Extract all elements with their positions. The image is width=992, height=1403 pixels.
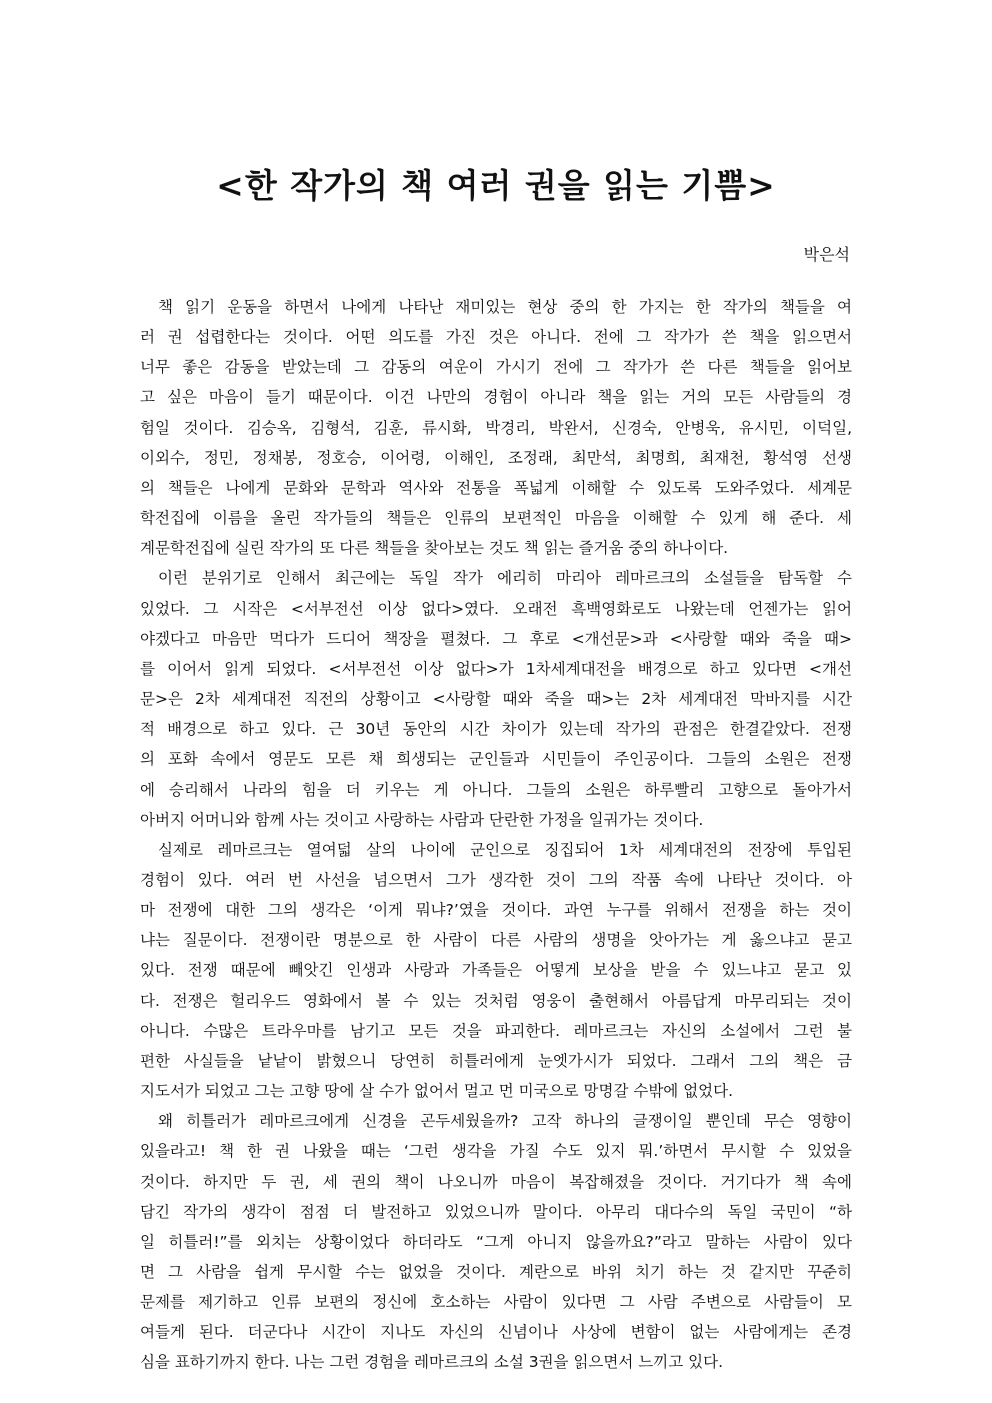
- text-line: 책 읽기 운동을 하면서 나에게 나타난 재미있는 현상 중의 한 가지는 한 작가의 책들을 여: [158, 298, 852, 316]
- text-line: 문>은 2차 세계대전 직전의 상황이고 <사랑할 때와 죽을 때>는 2차 세계대전 막바지를 시간: [140, 690, 852, 709]
- text-line: 일 히틀러!”를 외치는 상황이었다 하더라도 “그게 아니지 않을까요?”라고 말하는 사람이 있다: [140, 1232, 852, 1251]
- text-line: 여들게 된다. 더군다나 시간이 지나도 자신의 신념이나 사상에 변함이 없는 사람에게는 존경: [140, 1323, 852, 1342]
- text-line: 있었다. 그 시작은 <서부전선 이상 없다>였다. 오래전 흑백영화로도 나왔는데 언젠가는 읽어: [140, 599, 852, 618]
- text-line: 냐는 질문이다. 전쟁이란 명분으로 한 사람이 다른 사람의 생명을 앗아가는 게 옳으냐고 묻고: [140, 931, 852, 950]
- text-line: 적 배경으로 하고 있다. 근 30년 동안의 시간 차이가 있는데 작가의 관점은 한결같았다. 전쟁: [140, 720, 852, 739]
- text-line: 학전집에 이름을 올린 작가들의 책들은 인류의 보편적인 마음을 이해할 수 있게 해 준다. 세: [140, 509, 852, 528]
- text-line: 고 싶은 마음이 들기 때문이다. 이건 나만의 경험이 아니라 책을 읽는 거의 모든 사람들의 경: [140, 388, 852, 407]
- text-line: 야겠다고 마음만 먹다가 드디어 책장을 펼쳤다. 그 후로 <개선문>과 <사랑할 때와 죽을 때>: [140, 629, 852, 648]
- text-line: 의 포화 속에서 영문도 모른 채 희생되는 군인들과 시민들이 주인공이다. 그들의 소원은 전쟁: [140, 750, 852, 769]
- document-body: [140, 292, 852, 1378]
- text-line: 편한 사실들을 낱낱이 밝혔으니 당연히 히틀러에게 눈엣가시가 되었다. 그래서 그의 책은 금: [140, 1051, 852, 1070]
- text-line: 있다. 전쟁 때문에 빼앗긴 인생과 사랑과 가족들은 어떻게 보상을 받을 수 있느냐고 묻고 있: [140, 961, 852, 980]
- text-line: 문제를 제기하고 인류 보편의 정신에 호소하는 사람이 있다면 그 사람 주변으로 사람들이 모: [140, 1293, 852, 1312]
- text-line: 를 이어서 읽게 되었다. <서부전선 이상 없다>가 1차세계대전을 배경으로 하고 있다면 <개선: [140, 659, 852, 678]
- text-line: 아버지 어머니와 함께 사는 것이고 사랑하는 사람과 단란한 가정을 일궈가는 것이다.: [140, 810, 704, 829]
- text-line: 험일 것이다. 김승옥, 김형석, 김훈, 류시화, 박경리, 박완서, 신경숙, 안병욱, 유시민, 이덕일,: [140, 418, 852, 437]
- paragraph: [140, 1106, 852, 1377]
- paragraph: [140, 563, 852, 834]
- text-line: 담긴 작가의 생각이 점점 더 발전하고 있었으니까 말이다. 아무리 대다수의 독일 국민이 “하: [140, 1202, 852, 1221]
- text-line: 아니다. 수많은 트라우마를 남기고 모든 것을 파괴한다. 레마르크는 자신의 소설에서 그런 불: [140, 1021, 852, 1040]
- text-line: 러 권 섭렵한다는 것이다. 어떤 의도를 가진 것은 아니다. 전에 그 작가가 쓴 책을 읽으면서: [140, 328, 852, 347]
- author-name: 박은석: [803, 245, 850, 264]
- text-line: 계문학전집에 실린 작가의 또 다른 책들을 찾아보는 것도 책 읽는 즐거움 중의 하나이다.: [140, 539, 729, 558]
- text-line: 마 전쟁에 대한 그의 생각은 ‘이게 뭐냐?’였을 것이다. 과연 누구를 위해서 전쟁을 하는 것이: [140, 901, 852, 920]
- text-line: 있을라고! 책 한 권 나왔을 때는 ‘그런 생각을 가질 수도 있지 뭐.’하면서 무시할 수 있었을: [140, 1142, 852, 1161]
- document-title: <한 작가의 책 여러 권을 읽는 기쁨>: [216, 166, 776, 205]
- text-line: 것이다. 하지만 두 권, 세 권의 책이 나오니까 마음이 복잡해졌을 것이다. 거기다가 책 속에: [140, 1172, 852, 1191]
- text-line: 면 그 사람을 쉽게 무시할 수는 없었을 것이다. 계란으로 바위 치기 하는 것 같지만 꾸준히: [140, 1263, 852, 1281]
- text-line: 이런 분위기로 인해서 최근에는 독일 작가 에리히 마리아 레마르크의 소설들을 탐독할 수: [158, 569, 852, 588]
- text-line: 실제로 레마르크는 열여덟 살의 나이에 군인으로 징집되어 1차 세계대전의 전장에 투입된: [158, 840, 852, 859]
- paragraph: [140, 835, 852, 1106]
- text-line: 에 승리해서 나라의 힘을 더 키우는 게 아니다. 그들의 소원은 하루빨리 고향으로 돌아가서: [140, 780, 852, 799]
- text-line: 의 책들은 나에게 문화와 문학과 역사와 전통을 폭넓게 이해할 수 있도록 도와주었다. 세계문: [140, 478, 852, 497]
- text-line: 심을 표하기까지 한다. 나는 그런 경험을 레마르크의 소설 3권을 읽으면서 느끼고 있다.: [140, 1353, 723, 1372]
- text-line: 지도서가 되었고 그는 고향 땅에 살 수가 없어서 멀고 먼 미국으로 망명갈 수밖에 없었다.: [140, 1082, 734, 1101]
- text-line: 경험이 있다. 여러 번 사선을 넘으면서 그가 생각한 것이 그의 작품 속에 나타난 것이다. 아: [140, 870, 852, 889]
- text-line: 다. 전쟁은 헐리우드 영화에서 볼 수 있는 것처럼 영웅이 출현해서 아름답게 마무리되는 것이: [140, 991, 852, 1010]
- text-line: 이외수, 정민, 정채봉, 정호승, 이어령, 이해인, 조정래, 최만석, 최명희, 최재천, 황석영 선생: [140, 448, 852, 467]
- paragraph: [140, 292, 852, 563]
- text-line: 너무 좋은 감동을 받았는데 그 감동의 여운이 가시기 전에 그 작가가 쓴 다른 책들을 읽어보: [140, 358, 852, 377]
- text-line: 왜 히틀러가 레마르크에게 신경을 곤두세웠을까? 고작 하나의 글쟁이일 뿐인데 무슨 영향이: [158, 1112, 852, 1131]
